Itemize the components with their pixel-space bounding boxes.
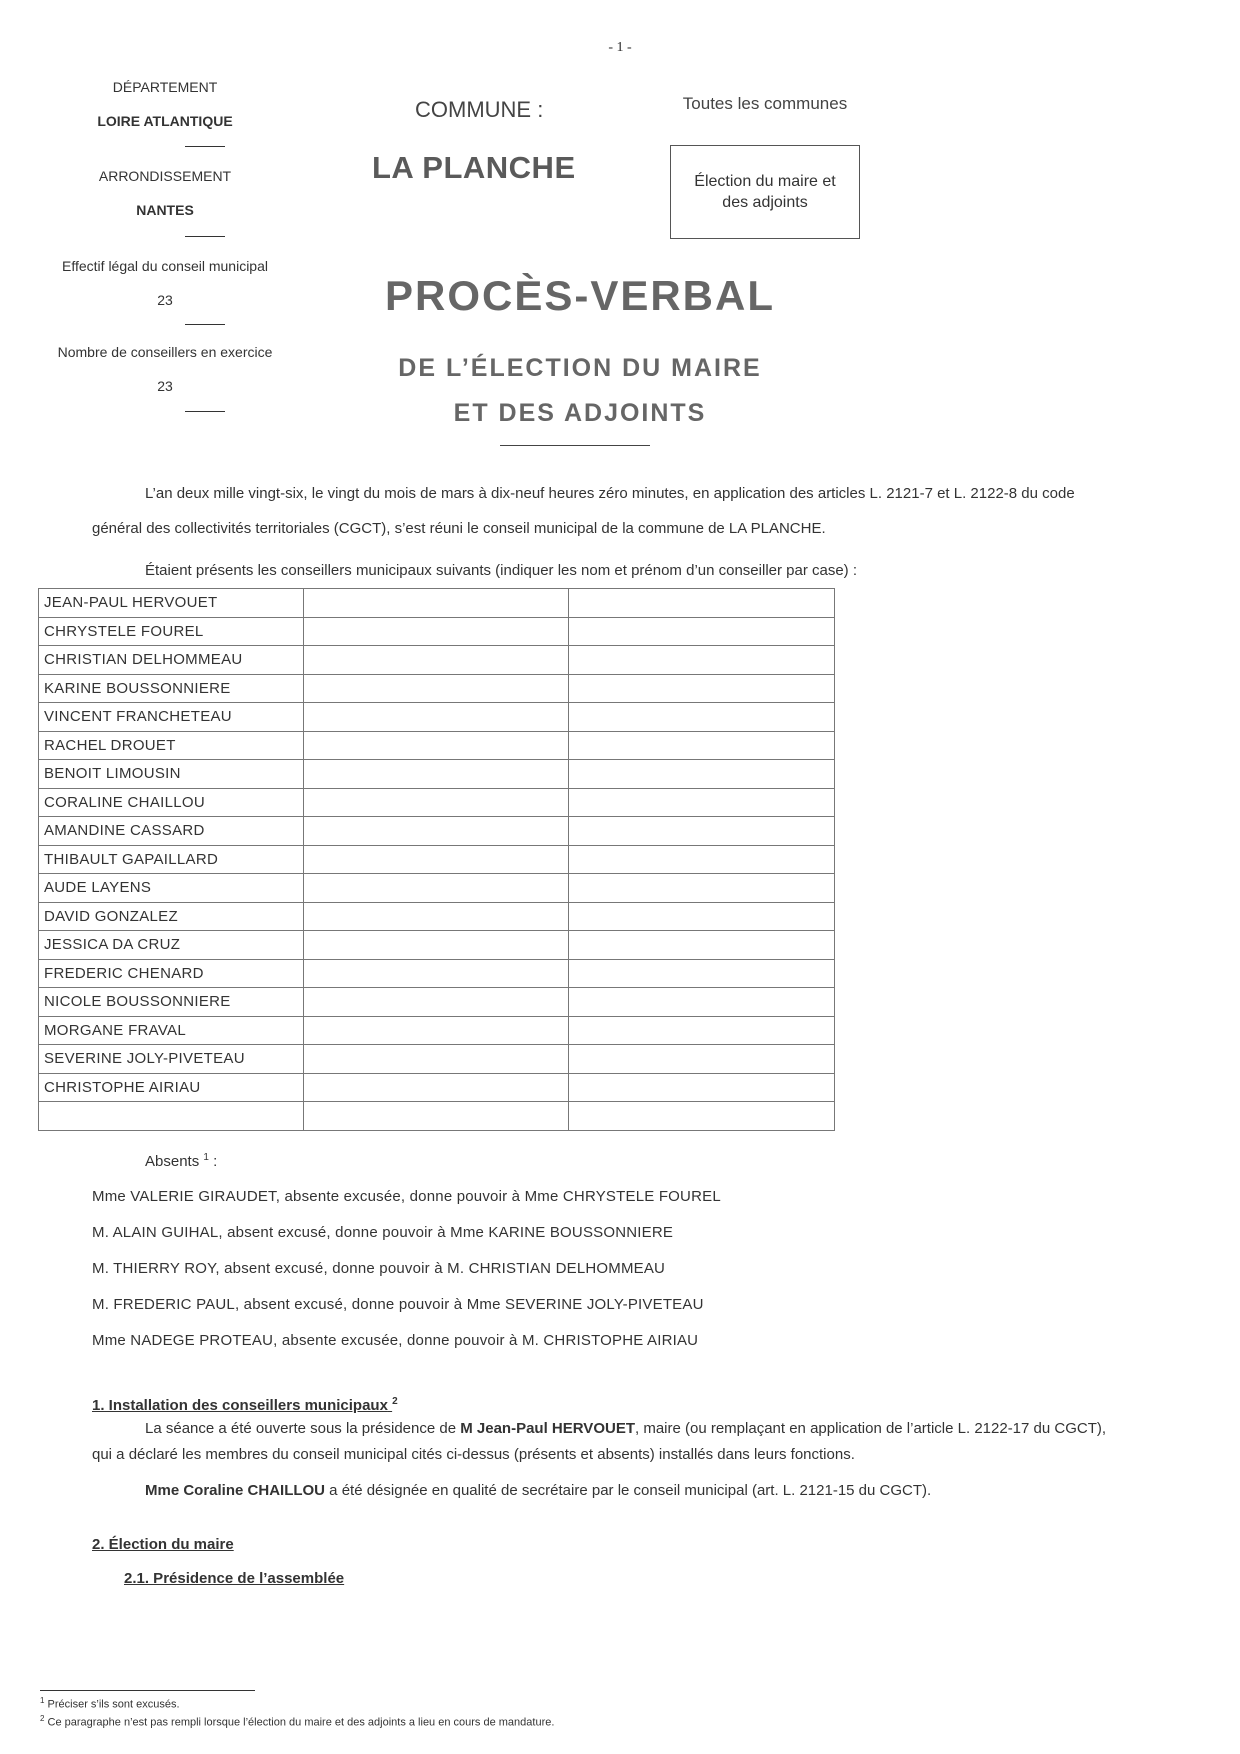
table-row: [39, 788, 835, 817]
footnote-ref-2: 2: [392, 1396, 398, 1407]
empty-cell: [304, 760, 569, 789]
table-row: [39, 646, 835, 675]
table-row: [39, 1073, 835, 1102]
effectif-label: Effectif légal du conseil municipal: [62, 258, 268, 274]
empty-cell: [569, 617, 835, 646]
member-name-cell: FREDERIC CHENARD: [39, 959, 304, 988]
divider: [185, 146, 225, 147]
empty-cell: [304, 703, 569, 732]
empty-cell: [304, 988, 569, 1017]
member-name-cell: THIBAULT GAPAILLARD: [39, 845, 304, 874]
president-name: M Jean-Paul HERVOUET: [460, 1420, 635, 1437]
section-1-paragraph-1: [145, 1420, 1106, 1437]
empty-cell: [304, 674, 569, 703]
divider: [185, 324, 225, 325]
section-1-heading-text: 1. Installation des conseillers municipaux: [92, 1397, 388, 1414]
election-type-box: [670, 145, 860, 239]
table-row: [39, 1045, 835, 1074]
empty-cell: [304, 788, 569, 817]
intro-line-1: L’an deux mille vingt-six, le vingt du mois de mars à dix-neuf heures zéro minutes, en application des articles L. 2121-7 et L. 2122-8 du code: [145, 485, 1075, 502]
member-name-cell: [39, 1102, 304, 1131]
divider: [185, 411, 225, 412]
member-name-cell: CHRISTIAN DELHOMMEAU: [39, 646, 304, 675]
empty-cell: [569, 1045, 835, 1074]
table-row: [39, 874, 835, 903]
empty-cell: [304, 1102, 569, 1131]
election-box-line1: Élection du maire et: [694, 173, 836, 190]
empty-cell: [569, 874, 835, 903]
table-row: [39, 845, 835, 874]
member-name-cell: RACHEL DROUET: [39, 731, 304, 760]
empty-cell: [569, 1016, 835, 1045]
absent-entry: M. THIERRY ROY, absent excusé, donne pouvoir à M. CHRISTIAN DELHOMMEAU: [92, 1260, 666, 1277]
empty-cell: [569, 703, 835, 732]
empty-cell: [569, 959, 835, 988]
table-row: [39, 674, 835, 703]
admin-info-column: [40, 0, 290, 430]
commune-name: LA PLANCHE: [372, 150, 576, 185]
table-row: [39, 902, 835, 931]
footnote-2: [40, 1714, 554, 1729]
p1-text-before: La séance a été ouverte sous la présidence de: [145, 1420, 461, 1437]
departement-label: DÉPARTEMENT: [112, 79, 218, 95]
member-name-cell: SEVERINE JOLY-PIVETEAU: [39, 1045, 304, 1074]
empty-cell: [569, 589, 835, 618]
document-subtitle-1: DE L’ÉLECTION DU MAIRE: [398, 354, 762, 382]
empty-cell: [304, 731, 569, 760]
present-members-table: [38, 588, 835, 1131]
empty-cell: [569, 760, 835, 789]
member-name-cell: JEAN-PAUL HERVOUET: [39, 589, 304, 618]
table-row: [39, 931, 835, 960]
empty-cell: [304, 617, 569, 646]
member-name-cell: JESSICA DA CRUZ: [39, 931, 304, 960]
commune-label: COMMUNE :: [415, 97, 544, 122]
member-name-cell: KARINE BOUSSONNIERE: [39, 674, 304, 703]
section-1-paragraph-1-line-2: qui a déclaré les membres du conseil municipal cités ci-dessus (présents et absents) installés dans leurs fonctions.: [92, 1446, 855, 1463]
member-name-cell: AUDE LAYENS: [39, 874, 304, 903]
empty-cell: [569, 674, 835, 703]
p1-text-after: , maire (ou remplaçant en application de l’article L. 2122-17 du CGCT),: [634, 1420, 1107, 1437]
page-number: - 1 -: [608, 40, 632, 55]
empty-cell: [569, 1073, 835, 1102]
effectif-value: 23: [157, 292, 173, 308]
footnote-2-text: Ce paragraphe n’est pas rempli lorsque l’élection du maire et des adjoints a lieu en cours de mandature.: [44, 1716, 555, 1729]
footnote-divider: [40, 1690, 255, 1691]
member-name-cell: VINCENT FRANCHETEAU: [39, 703, 304, 732]
table-row: [39, 760, 835, 789]
empty-cell: [569, 788, 835, 817]
footnote-1: [40, 1696, 180, 1711]
empty-cell: [569, 931, 835, 960]
member-name-cell: CHRISTOPHE AIRIAU: [39, 1073, 304, 1102]
absent-entry: Mme NADEGE PROTEAU, absente excusée, donne pouvoir à M. CHRISTOPHE AIRIAU: [92, 1332, 699, 1349]
p2-text-after: a été désignée en qualité de secrétaire par le conseil municipal (art. L. 2121-15 du CGCT).: [325, 1482, 932, 1499]
secretary-name: Mme Coraline CHAILLOU: [145, 1482, 326, 1499]
exercice-label: Nombre de conseillers en exercice: [57, 344, 273, 360]
footnote-ref-1: 1: [203, 1152, 209, 1163]
empty-cell: [304, 1016, 569, 1045]
footnote-2-number: 2: [40, 1714, 45, 1723]
absents-label: [145, 1152, 217, 1170]
empty-cell: [304, 959, 569, 988]
member-name-cell: DAVID GONZALEZ: [39, 902, 304, 931]
title-divider: [500, 445, 650, 446]
member-name-cell: BENOIT LIMOUSIN: [39, 760, 304, 789]
table-row: [39, 817, 835, 846]
empty-cell: [569, 731, 835, 760]
section-1-heading: [92, 1396, 398, 1414]
divider: [185, 236, 225, 237]
table-row: [39, 1016, 835, 1045]
empty-cell: [569, 817, 835, 846]
section-2-1-heading: 2.1. Présidence de l’assemblée: [124, 1570, 345, 1587]
toutes-communes-label: Toutes les communes: [682, 94, 848, 113]
absents-label-text: Absents: [145, 1153, 200, 1170]
empty-cell: [569, 902, 835, 931]
member-name-cell: AMANDINE CASSARD: [39, 817, 304, 846]
exercice-value: 23: [157, 378, 173, 394]
table-row: [39, 1102, 835, 1131]
empty-cell: [569, 988, 835, 1017]
empty-cell: [304, 902, 569, 931]
table-row: [39, 589, 835, 618]
member-name-cell: MORGANE FRAVAL: [39, 1016, 304, 1045]
table-row: [39, 988, 835, 1017]
election-box-line2: des adjoints: [722, 194, 808, 211]
footnote-1-number: 1: [40, 1696, 45, 1705]
section-1-paragraph-2: [145, 1482, 931, 1499]
empty-cell: [304, 646, 569, 675]
empty-cell: [569, 1102, 835, 1131]
absents-colon: :: [213, 1153, 218, 1170]
absent-entry: M. FREDERIC PAUL, absent excusé, donne pouvoir à Mme SEVERINE JOLY-PIVETEAU: [92, 1296, 704, 1313]
presents-label: Étaient présents les conseillers municipaux suivants (indiquer les nom et prénom d’un conseiller par case) :: [145, 562, 858, 579]
table-row: [39, 703, 835, 732]
empty-cell: [569, 845, 835, 874]
departement-value: LOIRE ATLANTIQUE: [97, 113, 233, 129]
empty-cell: [304, 1073, 569, 1102]
section-2-heading: 2. Élection du maire: [92, 1536, 234, 1553]
table-row: [39, 617, 835, 646]
member-name-cell: CHRYSTELE FOUREL: [39, 617, 304, 646]
empty-cell: [569, 646, 835, 675]
empty-cell: [304, 874, 569, 903]
empty-cell: [304, 931, 569, 960]
document-title: PROCÈS-VERBAL: [384, 272, 776, 319]
empty-cell: [304, 589, 569, 618]
member-name-cell: NICOLE BOUSSONNIERE: [39, 988, 304, 1017]
footnote-1-text: Préciser s’ils sont excusés.: [44, 1698, 180, 1711]
arrondissement-label: ARRONDISSEMENT: [98, 168, 232, 184]
empty-cell: [304, 1045, 569, 1074]
document-subtitle-2: ET DES ADJOINTS: [453, 399, 707, 427]
absent-entry: Mme VALERIE GIRAUDET, absente excusée, donne pouvoir à Mme CHRYSTELE FOUREL: [92, 1188, 721, 1205]
absent-entry: M. ALAIN GUIHAL, absent excusé, donne pouvoir à Mme KARINE BOUSSONNIERE: [92, 1224, 674, 1241]
member-name-cell: CORALINE CHAILLOU: [39, 788, 304, 817]
empty-cell: [304, 845, 569, 874]
intro-line-2: général des collectivités territoriales (CGCT), s’est réuni le conseil municipal de la commune de LA PLANCHE.: [92, 520, 826, 537]
table-row: [39, 959, 835, 988]
empty-cell: [304, 817, 569, 846]
table-row: [39, 731, 835, 760]
arrondissement-value: NANTES: [136, 202, 194, 218]
